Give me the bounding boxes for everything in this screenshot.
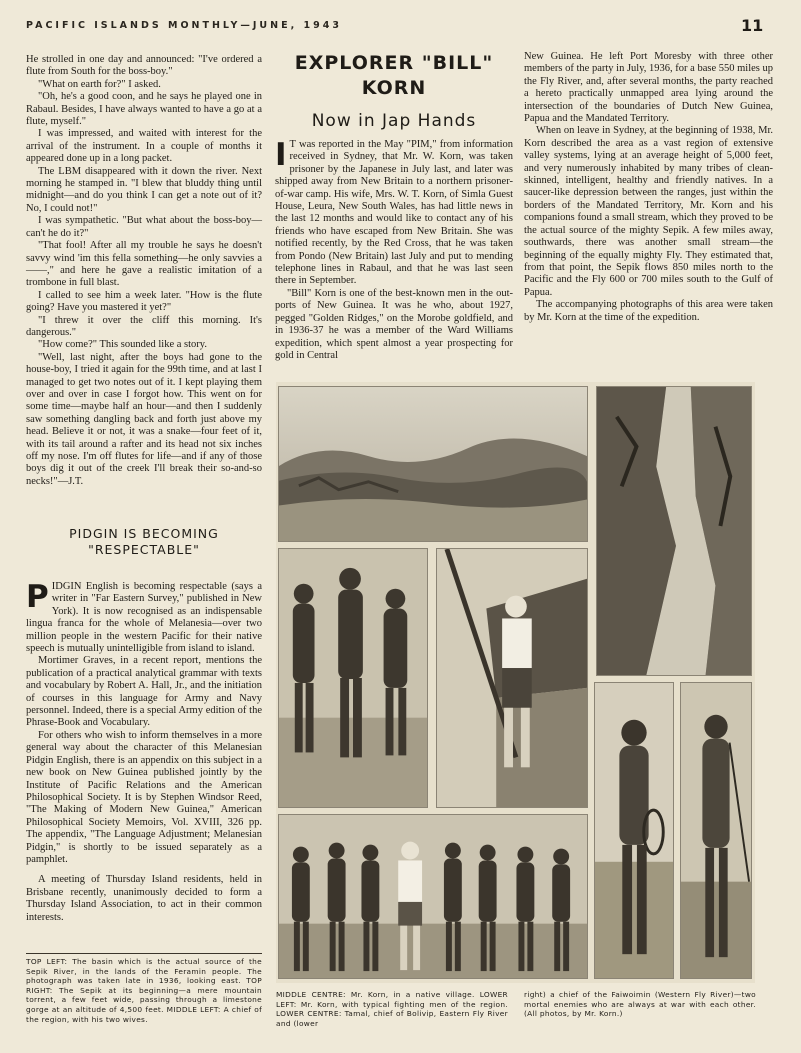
story-paragraph: The LBM disappeared with it down the river. Next morning he stamped in. "I blew that bluddy thing until midnight—and do you think I can get a note out of it? No, I could not!" <box>26 165 262 214</box>
photo-collage <box>276 382 755 983</box>
tamal-chief-photo <box>594 682 674 979</box>
explorer-headline-line1: EXPLORER "BILL" <box>294 52 494 74</box>
caption-left: TOP LEFT: The basin which is the actual source of the Sepik River, in the lands of the Feramin people. The photograph was taken late in 1936, looking east. TOP RIGHT: The Sepik at its beginning—a mere mountain torrent, a few feet wide, passing through a limestone gorge at an altitude of 4,500 feet. MIDDLE LEFT: A chief of the region, with his two wives. <box>26 957 262 1024</box>
korn-in-village-photo <box>436 548 588 808</box>
story-paragraph: "What on earth for?" I asked. <box>38 78 161 90</box>
explorer-first-paragraph-text: T was reported in the May "PIM," from information received in Sydney, that Mr. W. Korn, was taken prisoner by the Japanese in July last, and later was shipped away from New Britain to a northern prisoner-of-war camp. His wife, Mrs. W. T. Korn, of Simla Guest House, Leura, New South Wales, has had little news in the last 12 months and would like to contact any of his friends who have escaped from New Britain. She was notified recently, by the Red Cross, that he was taken from Pondo (New Britain) last July and put to mending telephone lines in Rabaul, and that he was last seen there in September. <box>275 139 513 287</box>
explorer-continued-column <box>524 51 773 324</box>
caption-middle: MIDDLE CENTRE: Mr. Korn, in a native village. LOWER LEFT: Mr. Korn, with typical fighting men of the region. LOWER CENTRE: Tamal, chief of Bolivip, Eastern Fly River and (lower <box>276 990 508 1028</box>
sepik-gorge-photo <box>596 386 752 676</box>
story-paragraph: "How come?" This sounded like a story. <box>38 339 207 351</box>
story-paragraph: "I threw it over the cliff this morning. It's dangerous." <box>26 314 262 338</box>
explorer-subheadline: Now in Jap Hands <box>311 111 477 131</box>
page-number: 11 <box>741 16 764 35</box>
pidgin-paragraph: Mortimer Graves, in a recent report, mentions the publication of a practical analytical grammar with texts and vocabulary by Robert A. Hall, Jr., and the initiation of courses in this language for Army and Navy personnel. Indeed, there is a special Army edition of the Phrase-Book and Vocabulary. <box>26 655 262 729</box>
pidgin-headline <box>26 526 262 558</box>
korn-with-fighting-men-photo <box>278 814 588 979</box>
explorer-paragraph: The accompanying photographs of this area were taken by Mr. Korn at the time of the expedition. <box>524 299 773 323</box>
explorer-paragraph: When on leave in Sydney, at the beginning of 1938, Mr. Korn described the area as a vast region of extensive valley systems, lying at an average height of 5,000 feet, and very numerously inhabited by many tribes of clean-skinned, intelligent, healthy and friendly natives. In a saucer-like depression between the ranges, just within the borders of the Mandated Territory, Mr. Korn and his companions found a small stream, which they proved to be the actual source of the mighty Sepik. A few miles away, southwards, there was another small stream—the beginning of the equally mighty Fly. They estimated that, from that point, the Sepik flows 850 miles north to the Pacific and the Fly 600 or 700 miles south to the Gulf of Papua. <box>524 125 773 298</box>
explorer-drop-cap: I <box>275 137 287 173</box>
explorer-article-column <box>275 51 513 362</box>
pidgin-article-column <box>26 581 262 924</box>
story-paragraph: "Oh, he's a good coon, and he says he played one in Rabaul. Besides, I have always wanted to have a go at a flute, myself." <box>26 91 262 128</box>
story-paragraph: "Well, last night, after the boys had gone to the house-boy, I tried it again for the 99th time, and at last I managed to get two notes out of it. I kept playing them over and over in case I forgot how. This went on for some time—maybe half an hour—and then I suddenly saw something dangling back and forth just above my head. Believe it or not, it was a snake—four feet of it, with its tail around a rafter and its head not six inches off my nose. I'm off flutes for life—and if any of those boys dig it out of the creek I'll break their so-and-so necks!"—J.T. <box>26 351 262 487</box>
caption-right: right) a chief of the Faiwoimin (Western Fly River)—two mortal enemies who are always at war with each other. (All photos, by Mr. Korn.) <box>524 990 756 1019</box>
faiwoimin-chief-photo <box>680 682 752 979</box>
story-paragraph: "That fool! After all my trouble he says he doesn't savvy wind 'im this fella something—he only savvies a ——," and here he gave a realistic imitation of a trombone in full blast. <box>26 240 262 289</box>
story-paragraph: I was sympathetic. "But what about the boss-boy—can't he do it?" <box>26 215 262 239</box>
sepik-basin-photo <box>278 386 588 542</box>
pidgin-paragraph: A meeting of Thursday Island residents, held in Brisbane recently, unanimously decided to form a Thursday Island Association, to act in their common interests. <box>26 874 262 923</box>
pidgin-first-paragraph <box>26 581 262 655</box>
flute-story-column <box>26 54 262 488</box>
chief-with-wives-photo <box>278 548 428 808</box>
caption-rule <box>26 953 262 954</box>
story-paragraph: He strolled in one day and announced: "I've ordered a flute from South for the boss-boy." <box>26 54 262 78</box>
pidgin-first-paragraph-text: IDGIN English is becoming respectable (says a writer in "Far Eastern Survey," published in New York). It is now recognised as an indispensable lingua franca for the whole of Melanesia—over two million people in the western Pacific for their native speech is mutually unintelligible from island to island. <box>26 581 262 655</box>
explorer-headline-line2: KORN <box>361 77 427 99</box>
pidgin-headline-line1: PIDGIN IS BECOMING <box>69 526 219 541</box>
story-paragraph: I called to see him a week later. "How is the flute going? Have you mastered it yet?" <box>26 289 262 314</box>
pidgin-headline-line2: "RESPECTABLE" <box>88 542 200 557</box>
explorer-first-paragraph <box>275 139 513 288</box>
explorer-paragraph: New Guinea. He left Port Moresby with three other members of the party in July, 1936, for a base 550 miles up the Fly River, and, after several months, the party reached a hereto practically unmapped area lying around the intersection of the boundaries of Dutch New Guinea, Papua and the Mandated Territory. <box>524 51 773 125</box>
pidgin-drop-cap: P <box>26 579 49 615</box>
explorer-paragraph: "Bill" Korn is one of the best-known men in the out-ports of New Guinea. It was he who, about 1927, pegged "Golden Ridges," on the Morobe goldfield, and in 1936-37 he was a member of the Ward Williams expedition, which spent almost a year prospecting for gold in Central <box>275 287 513 361</box>
pidgin-paragraph: For others who wish to inform themselves in a more general way about the character of this Melanesian Pidgin English, there is an appendix on this subject in a new book on New Guinea published jointly by the Institute of Pacific Relations and the American Philosophical Society. It is by Stephen Windsor Reed, "The Making of Modern New Guinea," American Philosophical Society Memoirs, Vol. XVIII, 326 pp. The appendix, "The Language Adjustment; Melanesian Pidgin," is shortly to be issued separately as a pamphlet. <box>26 729 262 865</box>
running-head: PACIFIC ISLANDS MONTHLY—JUNE, 1943 <box>26 20 342 31</box>
story-paragraph: I was impressed, and waited with interest for the arrival of the instrument. In a couple of months it appeared done up in a long packet. <box>26 128 262 165</box>
